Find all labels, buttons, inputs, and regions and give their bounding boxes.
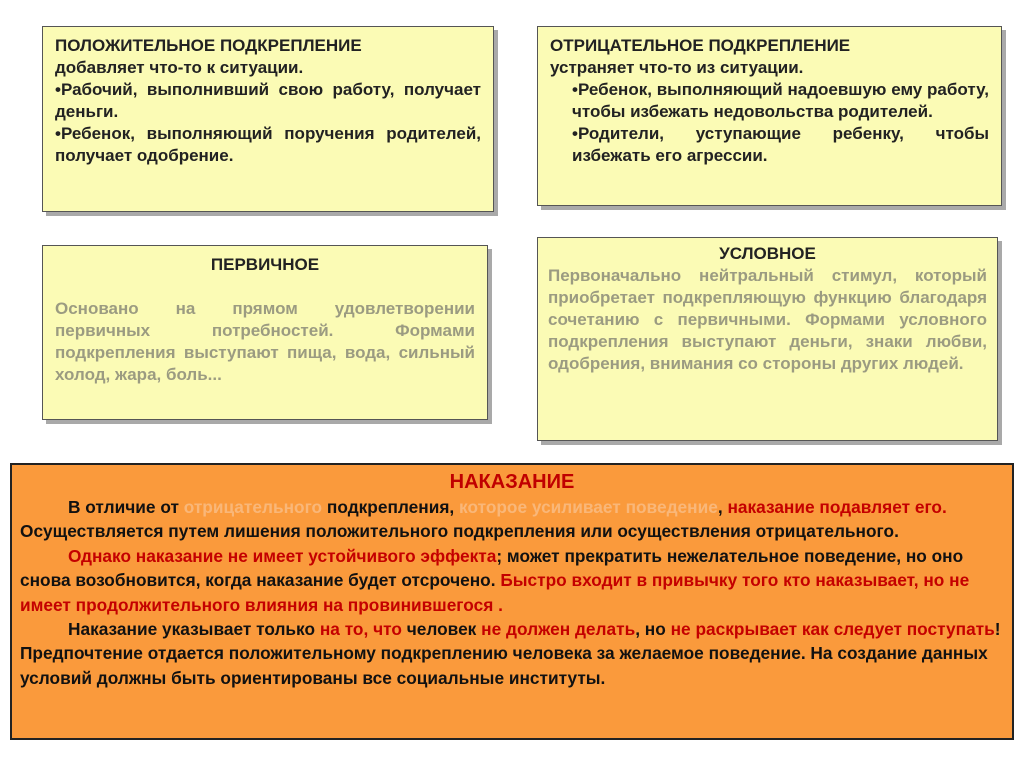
positive-subtitle: добавляет что-то к ситуации. [55, 58, 304, 77]
negative-reinforcement-card [537, 26, 1002, 206]
p1-faded-negative: отрицательного [183, 497, 323, 517]
primary-reinforcement-card [42, 245, 488, 420]
p2-highlight-no-effect: Однако наказание не имеет устойчивого эффекта [68, 545, 497, 566]
punishment-paragraph-1 [20, 495, 1004, 544]
punishment-title: НАКАЗАНИЕ [449, 471, 575, 493]
p3-text-4: ! Предпочтение отдается положительному подкреплению человека за желаемое поведение. На создание данных условий должны быть ориентированы все социальные институты. [20, 619, 1001, 688]
primary-title: ПЕРВИЧНОЕ [210, 255, 320, 274]
p1-text-4: Осуществляется путем лишения положительного подкрепления или осуществления отрицательного. [20, 521, 899, 542]
positive-reinforcement-card [42, 26, 494, 212]
conditional-text: Первоначально нейтральный стимул, который приобретает подкрепляющую функцию благодаря сочетанию с первичными. Формами условного подкрепления выступают деньги, знаки любви, одобрения, внимания со стороны других людей. [548, 266, 987, 373]
primary-text: Основано на прямом удовлетворении первичных потребностей. Формами подкрепления выступают пища, вода, сильный холод, жара, боль... [55, 299, 475, 384]
p3-text-2: человек [401, 619, 482, 640]
p1-text-3: , [717, 497, 728, 517]
p1-text-1: В отличие от [68, 497, 184, 517]
conditional-reinforcement-card [537, 237, 998, 441]
p2-text-1: ; может прекратить нежелательное поведение, но оно снова возобновится, когда наказание будет отсрочено. [20, 545, 964, 591]
negative-subtitle: устраняет что-то из ситуации. [550, 58, 804, 77]
punishment-panel [10, 463, 1014, 740]
punishment-paragraph-3 [20, 617, 1004, 690]
p1-faded-reinforces: которое усиливает поведение [459, 497, 718, 517]
positive-bullet-2: •Ребенок, выполняющий поручения родителей, получает одобрение. [55, 124, 481, 165]
p1-text-2: подкрепления, [322, 497, 460, 517]
p2-highlight-habit: Быстро входит в привычку того кто наказывает, но не имеет продолжительного влияния на провинившегося . [20, 570, 970, 615]
negative-bullet-2: •Родители, уступающие ребенку, чтобы избежать его агрессии. [572, 124, 989, 165]
negative-bullet-1: •Ребенок, выполняющий надоевшую ему работу, чтобы избежать недовольства родителей. [572, 80, 989, 121]
p3-text-3: , но [635, 619, 671, 640]
punishment-paragraph-2 [20, 544, 1004, 617]
positive-title: ПОЛОЖИТЕЛЬНОЕ ПОДКРЕПЛЕНИЕ [55, 36, 362, 55]
p3-text-1: Наказание указывает только [68, 619, 320, 640]
positive-bullet-1: •Рабочий, выполнивший свою работу, получает деньги. [55, 80, 481, 121]
conditional-title: УСЛОВНОЕ [719, 244, 816, 263]
p3-highlight-not-reveal: не раскрывает как следует поступать [670, 619, 995, 640]
p1-highlight-suppresses: наказание подавляет его. [727, 497, 947, 517]
negative-title: ОТРИЦАТЕЛЬНОЕ ПОДКРЕПЛЕНИЕ [550, 36, 851, 55]
p3-highlight-should-not: не должен делать [481, 619, 636, 640]
p3-highlight-what: на то, что [319, 619, 402, 640]
